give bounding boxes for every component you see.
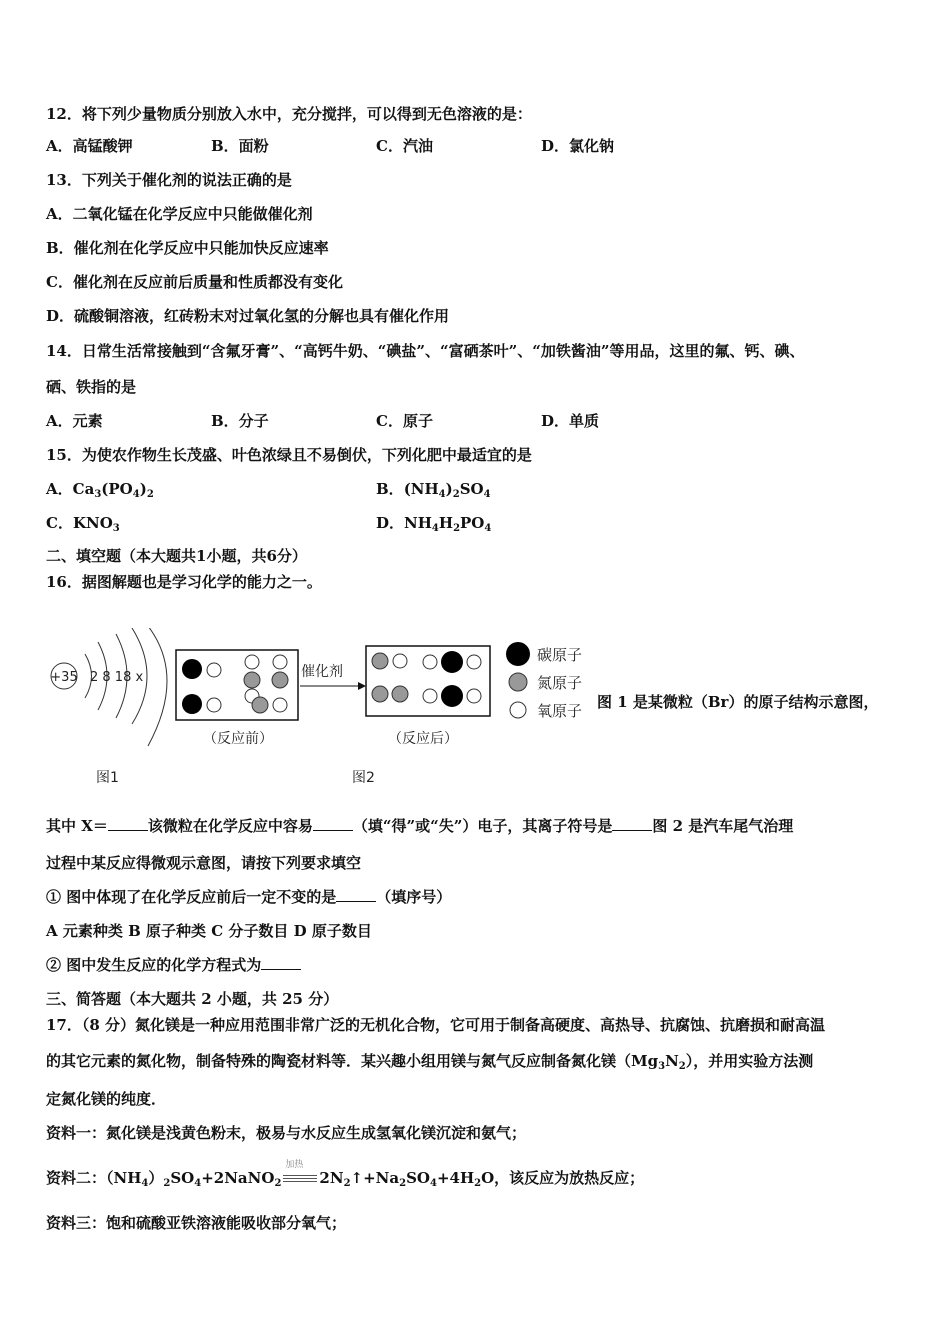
q16-sub2: ② 图中发生反应的化学方程式为 — [46, 955, 301, 975]
figure-2-label: 图2 — [352, 770, 375, 786]
q15-option-b: B．$(NH_4)_2SO_4$ — [376, 480, 491, 500]
oxygen-atom — [273, 698, 287, 712]
nucleus-label: +35 — [50, 670, 78, 685]
oxygen-atom — [273, 655, 287, 669]
q16-side-text: 图 1 是某微粒（Br）的原子结构示意图， — [597, 693, 879, 711]
reaction-arrow-head — [358, 682, 366, 690]
equals-line-3 — [283, 1181, 317, 1182]
legend-nitrogen-label: 氮原子 — [537, 674, 583, 692]
q16-choices: A 元素种类 B 原子种类 C 分子数目 D 原子数目 — [46, 922, 372, 940]
q14-stem-line1: 14．日常生活常接触到“含氟牙膏”、“高钙牛奶、“碘盐”、“富硒茶叶”、“加铁酱油”等用品，这里的氟、钙、碘、 — [46, 342, 805, 360]
q14-option-c: C．原子 — [376, 412, 433, 430]
equals-line-2 — [283, 1178, 317, 1179]
nitrogen-atom — [244, 672, 260, 688]
q14-option-a: A．元素 — [46, 412, 103, 430]
before-label: （反应前） — [203, 731, 273, 747]
q12-option-b: B．面粉 — [211, 137, 269, 155]
nitrogen-atom — [372, 686, 388, 702]
nitrogen-atom — [252, 697, 268, 713]
q14-stem-line2: 硒、铁指的是 — [46, 378, 137, 396]
section3-heading: 三、简答题（本大题共 2 小题，共 25 分） — [46, 990, 339, 1008]
legend-oxygen-label: 氧原子 — [537, 702, 583, 720]
q12-option-d: D．氯化钠 — [541, 137, 615, 155]
carbon-atom — [182, 694, 202, 714]
oxygen-atom — [467, 689, 481, 703]
equals-line-1 — [283, 1175, 317, 1176]
legend-oxygen-icon — [510, 702, 526, 718]
q16-line2: 过程中某反应得微观示意图，请按下列要求填空 — [46, 854, 362, 872]
q16-line1: 其中 X＝ 该微粒在化学反应中容易 （填“得”或“失”）电子，其离子符号是 图 2 是汽车尾气治理 — [46, 817, 794, 835]
q17-info3: 资料三：饱和硫酸亚铁溶液能吸收部分氧气； — [46, 1214, 347, 1232]
q16-sub1: ① 图中体现了在化学反应前后一定不变的是 （填序号） — [46, 888, 452, 906]
oxygen-atom — [207, 663, 221, 677]
q15-option-a: A．$Ca_3(PO_4)_2$ — [46, 480, 154, 500]
q12-option-c: C．汽油 — [376, 137, 433, 155]
q17-info1: 资料一：氮化镁是浅黄色粉末，极易与水反应生成氢氧化镁沉淀和氨气； — [46, 1124, 527, 1142]
q13-option-d: D．硫酸铜溶液，红砖粉末对过氧化氢的分解也具有催化作用 — [46, 307, 450, 325]
q15-option-d: D．$NH_4H_2PO_4$ — [376, 514, 492, 534]
shell-arc-5 — [148, 628, 167, 746]
q12-option-a: A．高锰酸钾 — [46, 137, 133, 155]
answer-blank-equation[interactable] — [261, 955, 301, 970]
oxygen-atom — [393, 654, 407, 668]
oxygen-atom — [423, 689, 437, 703]
q17-line1: 17．（8 分）氮化镁是一种应用范围非常广泛的无机化合物，它可用于制备高硬度、高热导、抗腐蚀、抗磨损和耐高温 — [46, 1016, 826, 1034]
q17-line2: 的其它元素的氮化物，制备特殊的陶瓷材料等．某兴趣小组用镁与氮气反应制备氮化镁$(Mg_3N_2)$，并用实验方法测 — [46, 1052, 814, 1072]
q13-option-c: C．催化剂在反应前后质量和性质都没有变化 — [46, 273, 343, 291]
q15-stem: 15．为使农作物生长茂盛、叶色浓绿且不易倒伏，下列化肥中最适宜的是 — [46, 446, 532, 464]
q15-option-c: C．$KNO_3$ — [46, 514, 120, 534]
shell-electrons: 2 8 18 x — [90, 670, 144, 685]
answer-blank-ion-symbol[interactable] — [612, 816, 652, 831]
section2-heading: 二、填空题（本大题共1小题，共6分） — [46, 547, 307, 565]
answer-blank-unchanged[interactable] — [336, 887, 376, 902]
oxygen-atom — [423, 655, 437, 669]
q14-option-d: D．单质 — [541, 412, 600, 430]
oxygen-atom — [207, 698, 221, 712]
q13-option-b: B．催化剂在化学反应中只能加快反应速率 — [46, 239, 329, 257]
q16-stem: 16．据图解题也是学习化学的能力之一。 — [46, 573, 322, 591]
reaction-diagram — [176, 646, 490, 786]
legend-nitrogen-icon — [509, 673, 527, 691]
figure-1-label: 图1 — [96, 770, 119, 786]
nitrogen-atom — [392, 686, 408, 702]
carbon-atom — [182, 659, 202, 679]
q17-line3: 定氮化镁的纯度． — [46, 1090, 167, 1108]
nitrogen-atom — [372, 653, 388, 669]
answer-blank-x[interactable] — [108, 816, 148, 831]
legend — [506, 642, 582, 720]
oxygen-atom — [245, 655, 259, 669]
q12-stem: 12．将下列少量物质分别放入水中，充分搅拌，可以得到无色溶液的是： — [46, 105, 532, 123]
oxygen-atom — [467, 655, 481, 669]
q14-option-b: B．分子 — [211, 412, 269, 430]
catalyst-label: 催化剂 — [301, 664, 343, 680]
nitrogen-atom — [272, 672, 288, 688]
legend-carbon-icon — [506, 642, 530, 666]
q13-stem: 13．下列关于催化剂的说法正确的是 — [46, 171, 292, 189]
carbon-atom — [441, 685, 463, 707]
q16-figure — [40, 628, 600, 788]
atom-structure-diagram — [50, 628, 167, 786]
legend-carbon-label: 碳原子 — [537, 646, 583, 664]
carbon-atom — [441, 651, 463, 673]
heating-condition-label: 加热 — [285, 1160, 304, 1170]
heating-condition — [283, 1160, 317, 1183]
q17-info2: 资料二：$(NH_4)_2SO_4+2NaNO_2$ 加热 $2N_2↑+Na_2SO_4+4H_2O$，该反应为放热反应； — [46, 1168, 644, 1194]
answer-blank-gain-lose[interactable] — [313, 816, 353, 831]
after-label: （反应后） — [388, 731, 458, 747]
q13-option-a: A．二氧化锰在化学反应中只能做催化剂 — [46, 205, 313, 223]
